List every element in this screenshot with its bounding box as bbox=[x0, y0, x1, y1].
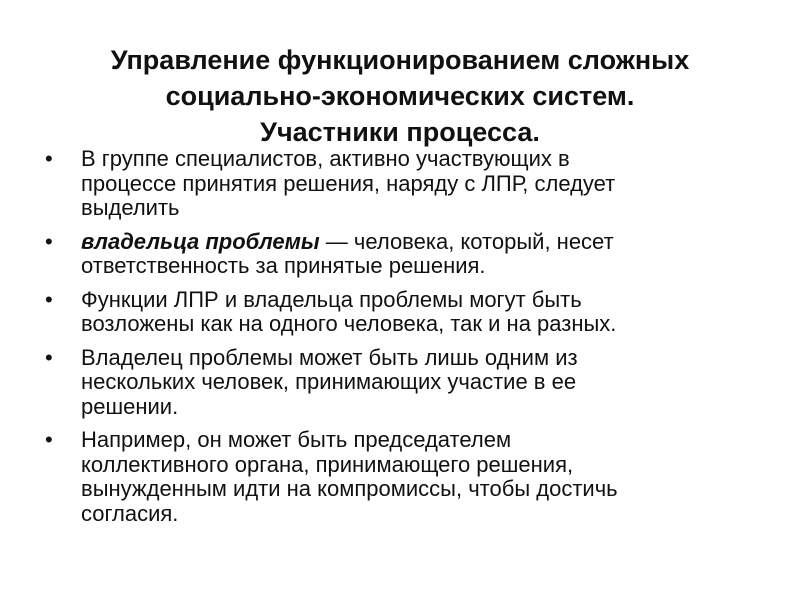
bullet-icon: • bbox=[45, 286, 53, 312]
bullet-5-line-1: Например, он может быть председателем bbox=[81, 427, 512, 452]
bullet-icon: • bbox=[45, 228, 53, 254]
bullet-3-line-1: Функции ЛПР и владельца проблемы могут быть bbox=[81, 286, 582, 312]
bullet-5-line-4: согласия. bbox=[81, 500, 179, 526]
bullet-item-5 bbox=[32, 428, 772, 526]
bullet-1-line-1: В группе специалистов, активно участвующих в bbox=[81, 146, 570, 171]
bullet-icon: • bbox=[45, 146, 53, 171]
title-line-1: Управление функционированием сложных bbox=[110, 45, 690, 76]
title-line-2: социально-экономических систем. bbox=[165, 81, 635, 112]
bullet-1-line-3: выделить bbox=[81, 195, 180, 220]
bullet-item-4 bbox=[32, 346, 772, 420]
bullet-item-1 bbox=[32, 147, 772, 221]
bullet-item-2 bbox=[32, 230, 772, 279]
bullet-5-line-3: вынужденным идти на компромиссы, чтобы достичь bbox=[81, 476, 618, 501]
bullet-4-line-3: решении. bbox=[81, 393, 179, 419]
bullet-icon: • bbox=[45, 344, 53, 370]
title-line-3: Участники процесса. bbox=[260, 117, 540, 148]
bullet-4-line-2: нескольких человек, принимающих участие в ее bbox=[81, 369, 577, 394]
bullet-item-3 bbox=[32, 288, 772, 337]
bullet-5-line-2: коллективного органа, принимающего решения, bbox=[81, 451, 574, 477]
bullet-2-line-2: ответственность за принятые решения. bbox=[81, 253, 486, 278]
slide-title bbox=[30, 42, 770, 150]
bullet-4-line-1: Владелец проблемы может быть лишь одним из bbox=[81, 344, 578, 370]
term-problem-owner: владельца проблемы bbox=[81, 228, 320, 254]
bullet-1-line-2: процессе принятия решения, наряду с ЛПР, следует bbox=[81, 170, 616, 196]
bullet-icon: • bbox=[45, 427, 53, 452]
bullet-2-line-1 bbox=[81, 230, 772, 255]
bullet-3-line-2: возложены как на одного человека, так и на разных. bbox=[81, 311, 617, 336]
bullet-2-line-1-rest: — человека, который, несет bbox=[319, 228, 614, 254]
bullet-list bbox=[32, 147, 772, 535]
